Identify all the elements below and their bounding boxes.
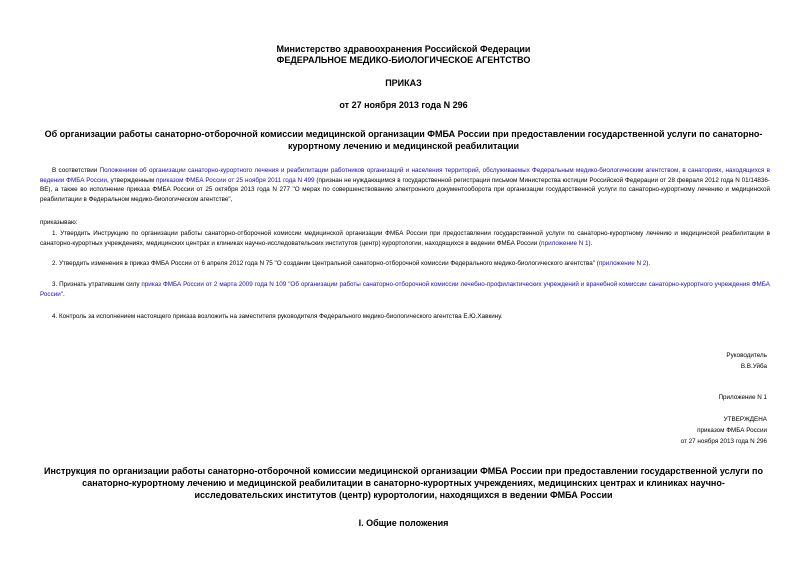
item-3-end: . xyxy=(63,290,65,298)
signature-name: В.В.Уйба xyxy=(740,363,767,370)
preamble-text-2: , утвержденным xyxy=(107,176,157,184)
section-title: I. Общие положения xyxy=(358,518,449,528)
appendix-2-link[interactable]: приложение N 2 xyxy=(598,260,647,267)
order-499-link[interactable]: приказом ФМБА России от 25 ноября 2011 года N 499 xyxy=(156,176,315,184)
ministry-name: Министерство здравоохранения Российской Федерации xyxy=(276,44,531,54)
preamble-text-1: В соответствии xyxy=(52,167,100,174)
item-1-text: 1. Утвердить Инструкцию по организации работы санаторно-отборочной комиссии медицинской организации ФМБА России при предоставлении государственной услуги по санаторно-курортному лечению и медицинской реабилитации в санаторно-курортных учреждениях, медицинских центрах и клиниках научно-исследовательских институтов (центр) курортологии, находящихся в ведении ФМБА России ( xyxy=(40,230,770,247)
item-2-end: ). xyxy=(646,260,651,267)
doc-type: ПРИКАЗ xyxy=(385,78,422,88)
instruction-title: Инструкция по организации работы санаторно-отборочной комиссии медицинской организации ФМБА России при предоставлении государственной услуги по санаторно-курортному лечению и медицинской реабилитации в санаторно-курортных учреждениях, медицинских центрах и клиниках научно-исследовательских институтов (центр) курортологии, находящихся в ведении ФМБА России xyxy=(44,466,763,500)
appendix-approved: УТВЕРЖДЕНА xyxy=(723,416,767,423)
order-109-link[interactable]: приказ ФМБА России от 2 марта 2009 года N 109 "Об организации работы санаторно-отборочной комиссии лечебно-профилактических учреждений и врачебной комиссии санаторно-курортного учреждения ФМБА России" xyxy=(40,281,770,298)
item-4: 4. Контроль за исполнением настоящего приказа возложить на заместителя руководителя Федерального медико-биологического агентства Е.Ю.Хавкину. xyxy=(52,313,503,320)
signature-role: Руководитель xyxy=(726,352,767,359)
order-title: Об организации работы санаторно-отборочной комиссии медицинской организации ФМБА России при предоставлении государственной услуги по санаторно-курортному лечению и медицинской реабилитации xyxy=(44,129,763,151)
order-word: приказываю: xyxy=(40,219,78,226)
item-1 xyxy=(40,229,770,248)
appendix-label: Приложение N 1 xyxy=(718,394,767,401)
preamble-paragraph xyxy=(40,166,770,204)
doc-date: от 27 ноября 2013 года N 296 xyxy=(339,100,468,110)
item-3-text: 3. Признать утратившим силу xyxy=(52,281,142,288)
appendix-1-link[interactable]: приложение N 1 xyxy=(541,239,589,247)
item-2-text: 2. Утвердить изменения в приказ ФМБА России от 6 апреля 2012 года N 75 "О создании Центральной санаторно-отборочной комиссии Федерального медико-биологического агентства" ( xyxy=(52,260,599,267)
item-1-end: ). xyxy=(588,239,593,247)
preamble-text-3: (признан не нуждающимся в государственной регистрации письмом Министерства юстиции Российской Федерации от 28 февраля 2012 года N 01/14836-ВЕ), а также во исполнение приказа ФМБА России от 25 октября 2013 года N 277 "О мерах по совершенствованию электронного документооборота при организации государственной услуги по санаторно-курортному лечению и медицинской реабилитации в Федеральном медико-биологическом агентстве", xyxy=(40,176,771,203)
appendix-date: от 27 ноября 2013 года N 296 xyxy=(680,438,767,445)
appendix-approved-by: приказом ФМБА России xyxy=(697,427,767,434)
regulation-link[interactable]: Положением об организации санаторно-курортного лечения и реабилитации работников организаций и населения территорий, обслуживаемых Федеральным медико-биологическим агентством, в санаториях, находящихся в ведении ФМБА России xyxy=(40,167,770,184)
item-3 xyxy=(40,280,770,299)
item-2 xyxy=(40,259,770,269)
agency-name: ФЕДЕРАЛЬНОЕ МЕДИКО-БИОЛОГИЧЕСКОЕ АГЕНТСТВО xyxy=(276,55,531,65)
